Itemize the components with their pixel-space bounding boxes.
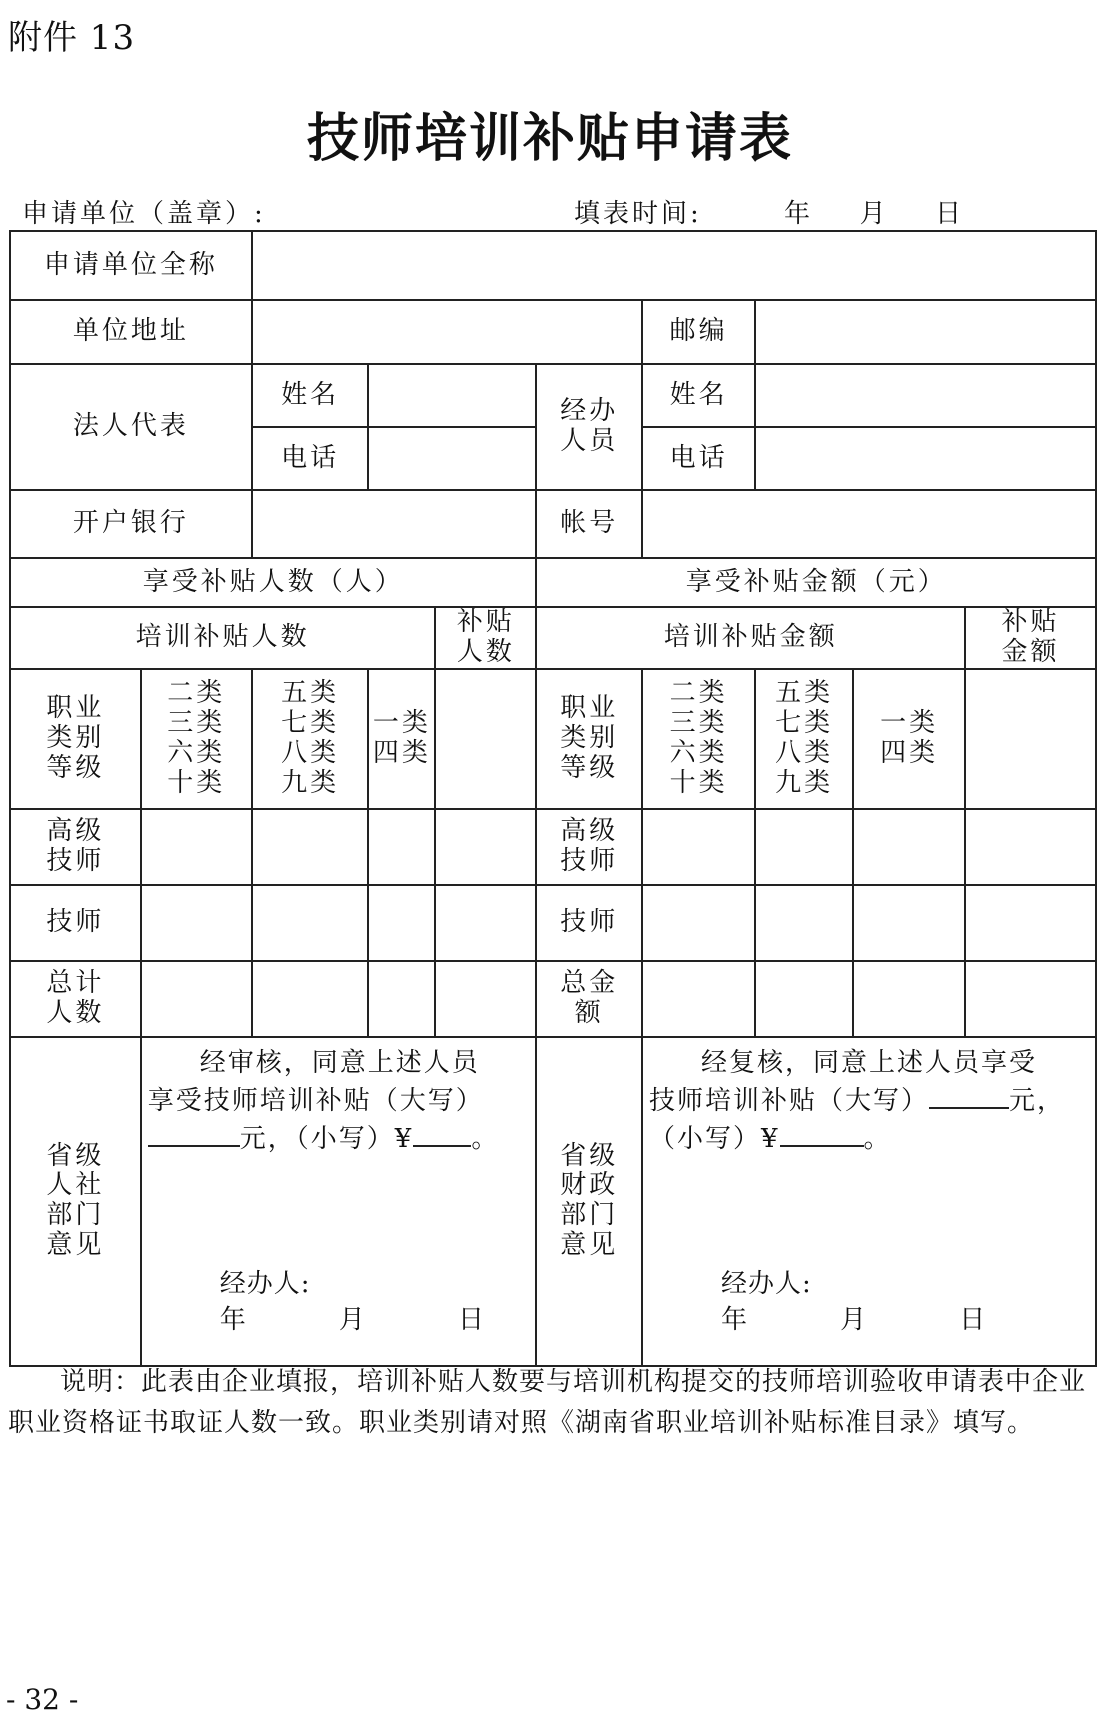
legal-rep-name-label: 姓名	[252, 364, 369, 427]
application-form-table	[9, 230, 1097, 1367]
training-amount-label: 培训补贴金额	[536, 607, 965, 669]
handler-phone-input[interactable]	[755, 427, 1096, 490]
unit-full-name-label: 申请单位全称	[10, 231, 252, 300]
attachment-label: 附件 13	[8, 18, 136, 58]
tech-amount-b-input[interactable]	[755, 885, 853, 961]
handler-phone-label: 电话	[642, 427, 755, 490]
subsidy-count-short-label: 补贴 人数	[435, 607, 536, 669]
category-c-label: 一类 四类	[368, 669, 435, 809]
bank-label: 开户银行	[10, 490, 252, 558]
senior-technician-label-right: 高级 技师	[536, 809, 642, 885]
hr-sign-date[interactable]: 年 月 日	[219, 1304, 488, 1335]
category-c-label-right: 一类 四类	[853, 669, 965, 809]
legal-rep-name-input[interactable]	[368, 364, 536, 427]
fill-date-field[interactable]: 年 月 日	[784, 199, 962, 229]
total-count-a-input[interactable]	[141, 961, 252, 1037]
provincial-finance-label: 省级 财政 部门 意见	[536, 1037, 642, 1366]
applicant-unit-label: 申请单位（盖章）:	[22, 199, 266, 229]
hr-amount-number-blank[interactable]	[413, 1121, 471, 1147]
category-a-label-right: 二类 三类 六类 十类	[642, 669, 755, 809]
senior-count-total-input[interactable]	[435, 809, 536, 885]
form-title: 技师培训补贴申请表	[306, 109, 793, 169]
training-count-label: 培训补贴人数	[10, 607, 435, 669]
tech-amount-a-input[interactable]	[642, 885, 755, 961]
tech-amount-c-input[interactable]	[853, 885, 965, 961]
amount-blank-cell[interactable]	[965, 669, 1096, 809]
tech-count-a-input[interactable]	[141, 885, 252, 961]
total-amount-label: 总金 额	[536, 961, 642, 1037]
finance-handler-sign[interactable]: 经办人:	[721, 1268, 812, 1299]
hr-amount-capital-blank[interactable]	[148, 1121, 240, 1147]
technician-label: 技师	[10, 885, 141, 961]
senior-amount-total-input[interactable]	[965, 809, 1096, 885]
category-b-label-right: 五类 七类 八类 九类	[755, 669, 853, 809]
postcode-input[interactable]	[755, 300, 1096, 364]
finance-amount-capital-blank[interactable]	[929, 1083, 1009, 1109]
technician-label-right: 技师	[536, 885, 642, 961]
hr-opinion-period: 。	[471, 1123, 500, 1154]
fill-time-label: 填表时间:	[574, 199, 702, 229]
total-amount-a-input[interactable]	[642, 961, 755, 1037]
subsidy-count-header: 享受补贴人数（人）	[10, 558, 536, 607]
account-input[interactable]	[642, 490, 1096, 558]
legal-rep-phone-label: 电话	[252, 427, 369, 490]
unit-full-name-input[interactable]	[252, 231, 1096, 300]
tech-count-total-input[interactable]	[435, 885, 536, 961]
handler-label: 经办 人员	[536, 364, 642, 490]
subsidy-amount-header: 享受补贴金额（元）	[536, 558, 1096, 607]
senior-count-a-input[interactable]	[141, 809, 252, 885]
tech-amount-total-input[interactable]	[965, 885, 1096, 961]
handler-name-input[interactable]	[755, 364, 1096, 427]
senior-amount-b-input[interactable]	[755, 809, 853, 885]
page-number: - 32 -	[6, 1683, 79, 1716]
finance-opinion-unit: 元，	[1009, 1085, 1066, 1116]
finance-opinion-line3: （小写）¥	[649, 1123, 780, 1154]
category-b-label: 五类 七类 八类 九类	[252, 669, 369, 809]
count-blank-cell[interactable]	[435, 669, 536, 809]
total-amount-total-input[interactable]	[965, 961, 1096, 1037]
senior-count-b-input[interactable]	[252, 809, 369, 885]
tech-count-c-input[interactable]	[368, 885, 435, 961]
tech-count-b-input[interactable]	[252, 885, 369, 961]
total-people-label: 总计 人数	[10, 961, 141, 1037]
senior-amount-c-input[interactable]	[853, 809, 965, 885]
hr-opinion-line1: 经审核，同意上述人员	[199, 1047, 480, 1078]
hr-opinion-unit: 元，（小写）¥	[239, 1123, 414, 1154]
unit-address-input[interactable]	[252, 300, 642, 364]
legal-rep-label: 法人代表	[10, 364, 252, 490]
occupation-grade-label: 职业 类别 等级	[10, 669, 141, 809]
occupation-grade-label-right: 职业 类别 等级	[536, 669, 642, 809]
unit-address-label: 单位地址	[10, 300, 252, 364]
hr-opinion-line2: 享受技师培训补贴（大写）	[147, 1085, 484, 1116]
hr-handler-sign[interactable]: 经办人:	[219, 1268, 311, 1299]
form-note: 说明：此表由企业填报，培训补贴人数要与培训机构提交的技师培训验收申请表中企业职业资格证书取证人数一致。职业类别请对照《湖南省职业培训补贴标准目录》填写。	[8, 1367, 1087, 1438]
account-label: 帐号	[536, 490, 642, 558]
finance-opinion-period: 。	[863, 1123, 892, 1154]
handler-name-label: 姓名	[642, 364, 755, 427]
senior-technician-label: 高级 技师	[10, 809, 141, 885]
provincial-hr-label: 省级 人社 部门 意见	[10, 1037, 141, 1366]
senior-count-c-input[interactable]	[368, 809, 435, 885]
finance-sign-date[interactable]: 年 月 日	[721, 1304, 989, 1335]
finance-opinion-line1: 经复核，同意上述人员享受	[701, 1047, 1038, 1078]
total-amount-b-input[interactable]	[755, 961, 853, 1037]
total-count-b-input[interactable]	[252, 961, 369, 1037]
finance-opinion-line2: 技师培训补贴（大写）	[649, 1085, 930, 1116]
total-count-c-input[interactable]	[368, 961, 435, 1037]
subsidy-amount-short-label: 补贴 金额	[965, 607, 1096, 669]
legal-rep-phone-input[interactable]	[368, 427, 536, 490]
finance-opinion-cell	[642, 1037, 1096, 1366]
finance-amount-number-blank[interactable]	[780, 1121, 864, 1147]
total-count-total-input[interactable]	[435, 961, 536, 1037]
bank-input[interactable]	[252, 490, 537, 558]
senior-amount-a-input[interactable]	[642, 809, 755, 885]
postcode-label: 邮编	[642, 300, 755, 364]
hr-opinion-cell	[141, 1037, 537, 1366]
total-amount-c-input[interactable]	[853, 961, 965, 1037]
category-a-label: 二类 三类 六类 十类	[141, 669, 252, 809]
